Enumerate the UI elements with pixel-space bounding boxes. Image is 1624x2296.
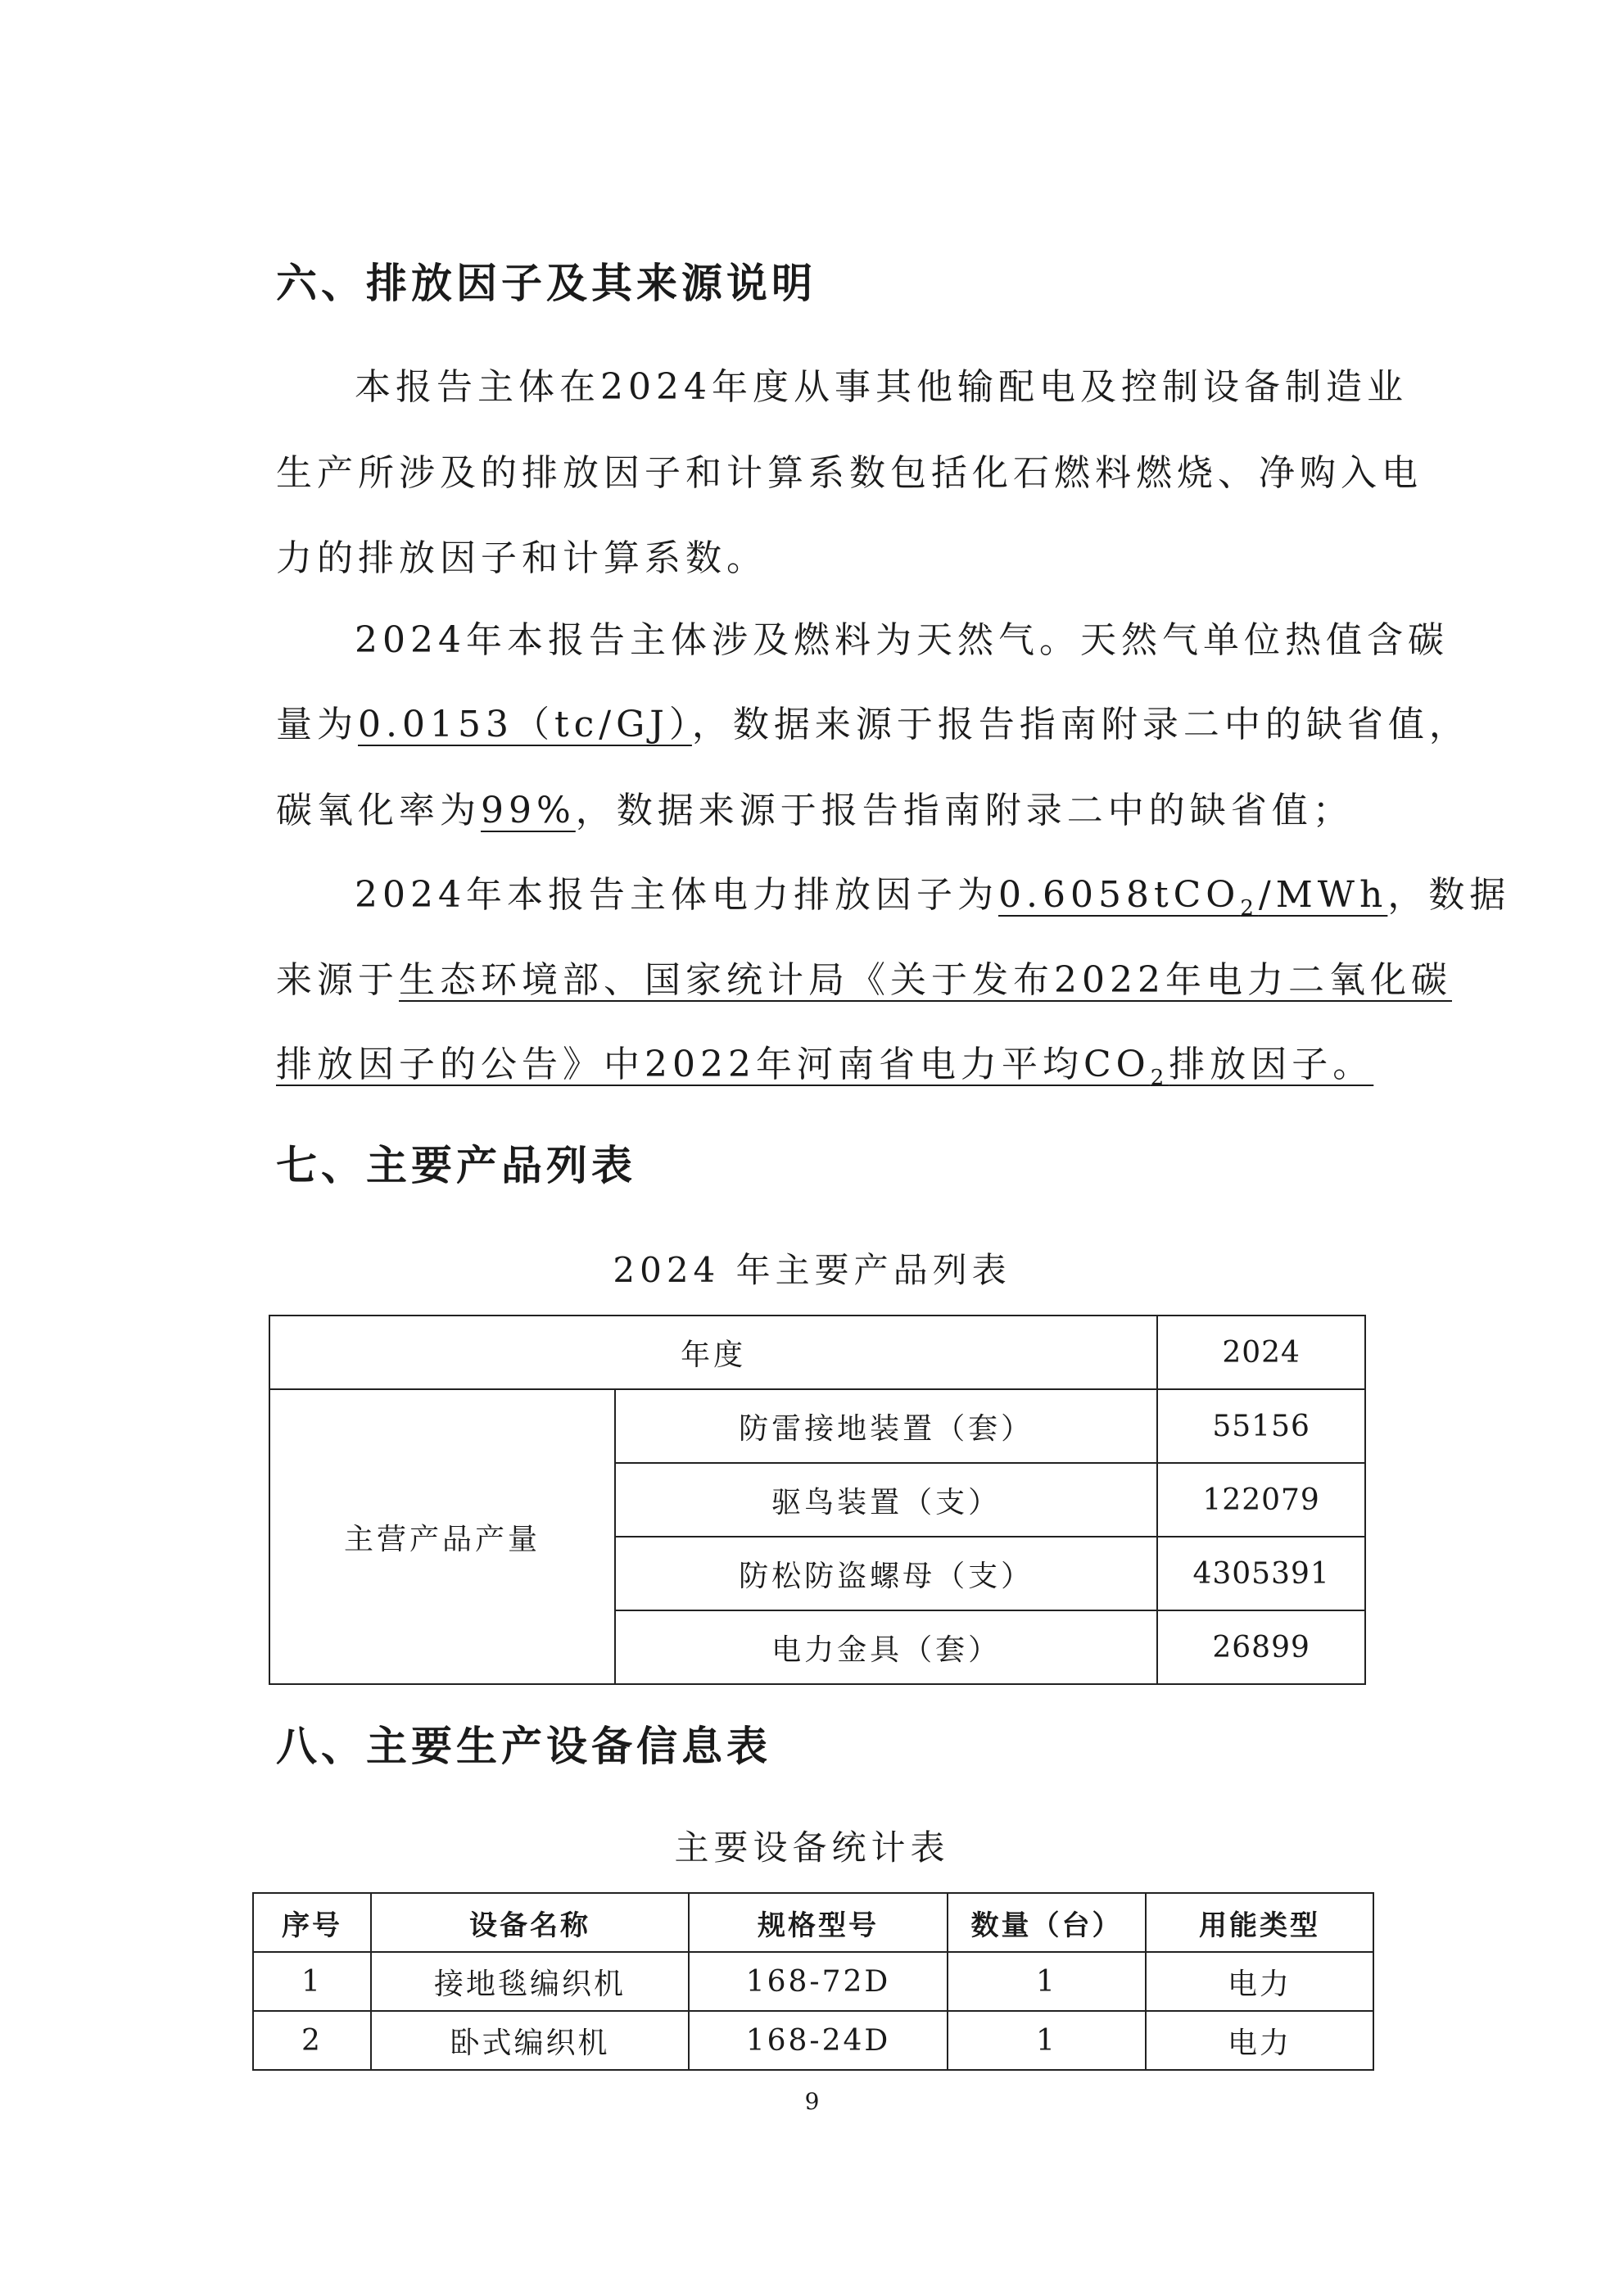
page-number: 9: [804, 2088, 820, 2115]
table-header-row: [253, 1893, 1373, 1952]
header-index: 序号: [253, 1893, 371, 1952]
oxidation-rate-value: 99%: [481, 790, 576, 831]
index-cell: 2: [253, 2011, 371, 2070]
paragraph-2-line-2: 量为0.0153（tc/GJ），数据来源于报告指南附录二中的缺省值，: [276, 704, 1470, 745]
energy-type-cell: 电力: [1146, 2011, 1373, 2070]
equipment-table: [252, 1892, 1374, 2071]
electricity-factor-value: 0.6058tCO$_2$/MWh: [997, 874, 1388, 921]
product-value-cell: 4305391: [1157, 1537, 1365, 1610]
product-value-cell: 55156: [1157, 1389, 1365, 1463]
section-7-heading: 七、主要产品列表: [276, 1142, 636, 1189]
header-model: 规格型号: [689, 1893, 948, 1952]
model-cell: 168-24D: [689, 2011, 948, 2070]
header-quantity: 数量（台）: [948, 1893, 1146, 1952]
table-row: [269, 1389, 1365, 1463]
header-equipment-name: 设备名称: [371, 1893, 689, 1952]
paragraph-3-line-2: 来源于生态环境部、国家统计局《关于发布2022年电力二氧化碳: [276, 959, 1452, 1001]
energy-type-cell: 电力: [1146, 1952, 1373, 2011]
section-8-heading: 八、主要生产设备信息表: [276, 1723, 771, 1770]
paragraph-2-line-3: 碳氧化率为99%，数据来源于报告指南附录二中的缺省值；: [276, 790, 1354, 831]
product-value-cell: 26899: [1157, 1610, 1365, 1684]
carbon-content-value: 0.0153（tc/GJ）: [358, 704, 692, 745]
products-table-caption: 2024 年主要产品列表: [613, 1250, 1011, 1290]
header-energy-type: 用能类型: [1146, 1893, 1373, 1952]
model-cell: 168-72D: [689, 1952, 948, 2011]
equipment-name-cell: 卧式编织机: [371, 2011, 689, 2070]
product-name-cell: 防雷接地装置（套）: [615, 1389, 1157, 1463]
paragraph-1-line-1: 本报告主体在2024年度从事其他输配电及控制设备制造业: [355, 366, 1408, 408]
quantity-cell: 1: [948, 1952, 1146, 2011]
table-row: [253, 1952, 1373, 2011]
product-name-cell: 电力金具（套）: [615, 1610, 1157, 1684]
equipment-name-cell: 接地毯编织机: [371, 1952, 689, 2011]
quantity-cell: 1: [948, 2011, 1146, 2070]
product-name-cell: 防松防盗螺母（支）: [615, 1537, 1157, 1610]
paragraph-1-line-3: 力的排放因子和计算系数。: [276, 537, 767, 579]
table-row: [269, 1316, 1365, 1389]
paragraph-3-line-3: [276, 1040, 1373, 1103]
paragraph-2-line-1: 2024年本报告主体涉及燃料为天然气。天然气单位热值含碳: [355, 619, 1449, 661]
source-reference-part-1: 生态环境部、国家统计局《关于发布2022年电力二氧化碳: [399, 959, 1452, 1001]
table-row: [253, 2011, 1373, 2070]
year-label-cell: 年度: [269, 1316, 1157, 1389]
paragraph-1-line-2: 生产所涉及的排放因子和计算系数包括化石燃料燃烧、净购入电: [276, 452, 1423, 494]
product-value-cell: 122079: [1157, 1463, 1365, 1537]
paragraph-3-line-1: 2024年本报告主体电力排放因子为0.6058tCO$_2$/MWh，数据: [355, 874, 1511, 921]
source-reference-part-2: 排放因子的公告》中2022年河南省电力平均$CO_2$排放因子。: [276, 1044, 1374, 1090]
year-value-cell: 2024: [1157, 1316, 1365, 1389]
products-table: [269, 1315, 1366, 1685]
product-name-cell: 驱鸟装置（支）: [615, 1463, 1157, 1537]
index-cell: 1: [253, 1952, 371, 2011]
equipment-table-caption: 主要设备统计表: [674, 1827, 950, 1868]
product-group-label: 主营产品产量: [269, 1389, 615, 1684]
section-6-heading: 六、排放因子及其来源说明: [276, 260, 817, 307]
